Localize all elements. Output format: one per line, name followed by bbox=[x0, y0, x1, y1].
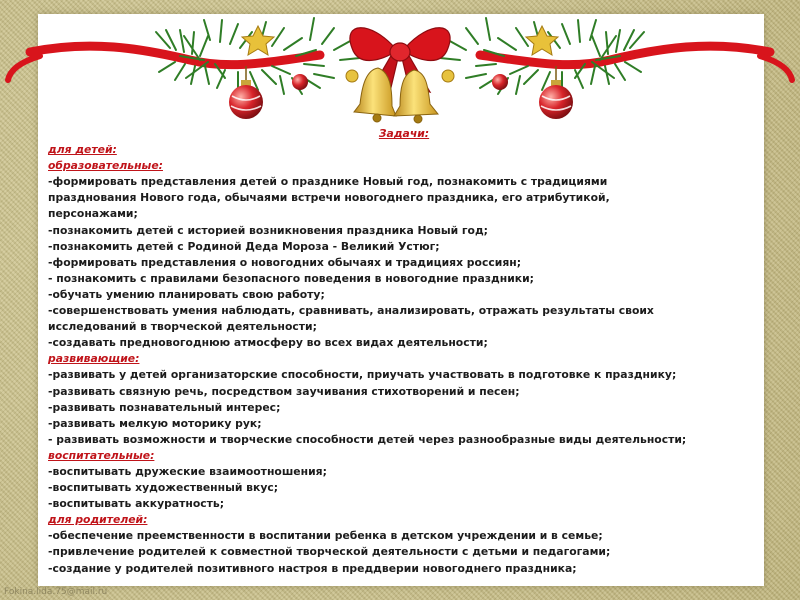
list-item: празднования Нового года, обычаями встречи новогоднего праздника, его атрибутикой, bbox=[48, 191, 610, 205]
list-item: -развивать мелкую моторику рук; bbox=[48, 416, 262, 430]
list-item: персонажами; bbox=[48, 207, 138, 221]
section-educational: образовательные: bbox=[48, 159, 163, 173]
list-item: -развивать у детей организаторские способности, приучать участвовать в подготовке к празднику; bbox=[48, 368, 677, 382]
list-item: -воспитывать аккуратность; bbox=[48, 497, 225, 511]
tasks-text bbox=[48, 126, 760, 577]
upbringing-list bbox=[48, 464, 760, 512]
list-item: - познакомить с правилами безопасного поведения в новогодние праздники; bbox=[48, 271, 534, 285]
list-item: - развивать возможности и творческие способности детей через разнообразные виды деятельности; bbox=[48, 432, 687, 446]
section-developing: развивающие: bbox=[48, 352, 140, 366]
developing-list bbox=[48, 367, 760, 447]
section-for-children: для детей: bbox=[48, 143, 117, 157]
list-item: -развивать познавательный интерес; bbox=[48, 400, 281, 414]
list-item: -формировать представления детей о празднике Новый год, познакомить с традициями bbox=[48, 175, 608, 189]
list-item: -совершенствовать умения наблюдать, сравнивать, анализировать, отражать результаты своих bbox=[48, 304, 654, 318]
parents-list bbox=[48, 528, 760, 576]
educational-list bbox=[48, 174, 760, 351]
list-item: -создание у родителей позитивного настроя в преддверии новогоднего праздника; bbox=[48, 561, 577, 575]
list-item: -познакомить детей с историей возникновения праздника Новый год; bbox=[48, 223, 489, 237]
tasks-title: Задачи: bbox=[378, 127, 430, 140]
section-for-parents: для родителей: bbox=[48, 513, 148, 527]
list-item: -обучать умению планировать свою работу; bbox=[48, 287, 325, 301]
list-item: -познакомить детей с Родиной Деда Мороза - Великий Устюг; bbox=[48, 239, 440, 253]
list-item: -привлечение родителей к совместной творческой деятельности с детьми и педагогами; bbox=[48, 545, 611, 559]
list-item: -развивать связную речь, посредством заучивания стихотворений и песен; bbox=[48, 384, 520, 398]
list-item: -формировать представления о новогодних обычаях и традициях россиян; bbox=[48, 255, 522, 269]
author-watermark: Fokina.lida.75@mail.ru bbox=[4, 587, 108, 597]
list-item: -воспитывать дружеские взаимоотношения; bbox=[48, 464, 327, 478]
section-upbringing: воспитательные: bbox=[48, 448, 155, 462]
list-item: исследований в творческой деятельности; bbox=[48, 320, 317, 334]
list-item: -воспитывать художественный вкус; bbox=[48, 481, 279, 495]
list-item: -обеспечение преемственности в воспитании ребенка в детском учреждении и в семье; bbox=[48, 529, 603, 543]
list-item: -создавать предновогоднюю атмосферу во всех видах деятельности; bbox=[48, 336, 488, 350]
